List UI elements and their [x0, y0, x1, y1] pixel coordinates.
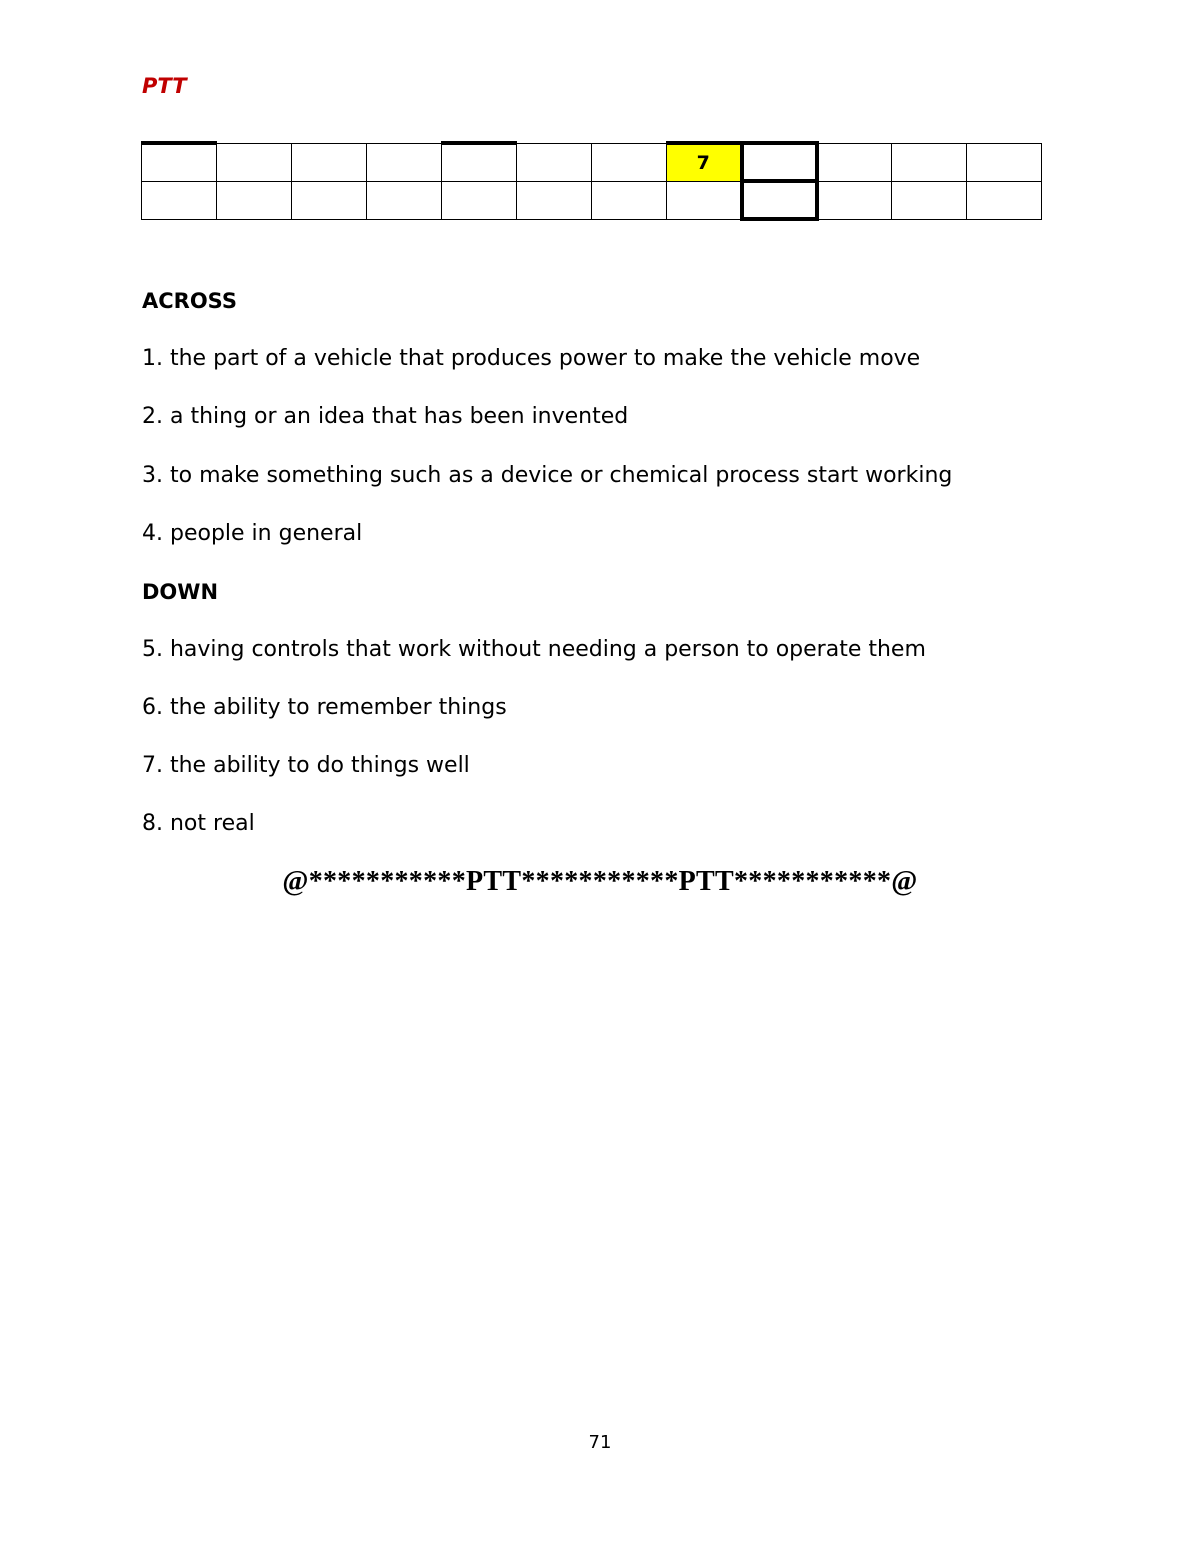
crossword-row: [142, 181, 1042, 219]
crossword-cell: [442, 181, 517, 219]
down-clue: 5. having controls that work without needing a person to operate them: [142, 637, 926, 662]
crossword-clue-number-cell: 7: [667, 143, 742, 181]
crossword-cell: [892, 181, 967, 219]
crossword-cell: [217, 143, 292, 181]
across-clue: 3. to make something such as a device or chemical process start working: [142, 463, 953, 488]
down-clue: 8. not real: [142, 811, 255, 836]
crossword-cell: [817, 143, 892, 181]
worksheet-label: PTT: [142, 74, 187, 98]
crossword-cell: [592, 143, 667, 181]
decorative-divider: @***********PTT***********PTT***********@: [282, 866, 918, 897]
down-heading: DOWN: [142, 580, 219, 604]
crossword-cell: [142, 181, 217, 219]
page-number: 71: [588, 1432, 612, 1453]
crossword-cell-boxed: [742, 143, 817, 181]
across-clue: 1. the part of a vehicle that produces power to make the vehicle move: [142, 346, 921, 371]
crossword-cell-boxed: [742, 181, 817, 219]
crossword-cell: [667, 181, 742, 219]
crossword-cell: [367, 143, 442, 181]
down-clue: 7. the ability to do things well: [142, 753, 470, 778]
crossword-cell: [967, 181, 1042, 219]
crossword-cell: [217, 181, 292, 219]
crossword-cell: [892, 143, 967, 181]
across-heading: ACROSS: [142, 289, 237, 313]
crossword-row: [142, 143, 1042, 181]
crossword-cell: [142, 143, 217, 181]
across-clue: 4. people in general: [142, 521, 363, 546]
crossword-cell: [292, 181, 367, 219]
crossword-cell: [967, 143, 1042, 181]
crossword-cell: [442, 143, 517, 181]
crossword-cell: [517, 181, 592, 219]
crossword-grid: [141, 141, 1042, 221]
crossword-cell: [367, 181, 442, 219]
crossword-cell: [817, 181, 892, 219]
crossword-cell: [592, 181, 667, 219]
down-clue: 6. the ability to remember things: [142, 695, 507, 720]
across-clue: 2. a thing or an idea that has been invented: [142, 404, 629, 429]
crossword-cell: [292, 143, 367, 181]
crossword-cell: [517, 143, 592, 181]
